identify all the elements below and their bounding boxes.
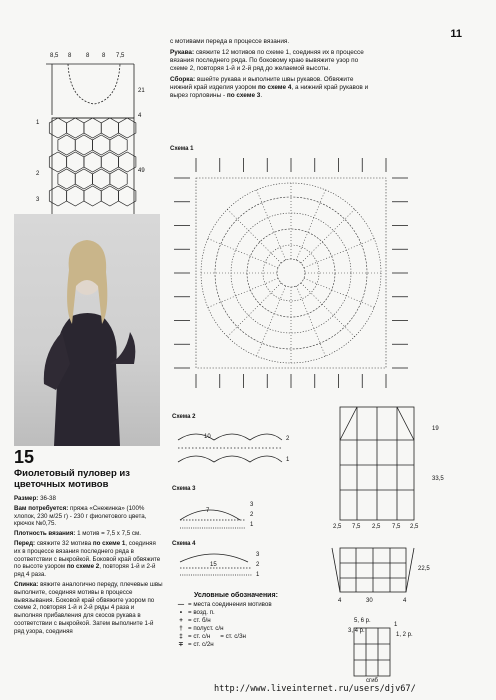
assembly-paragraph: Сборка: вшейте рукава и выполните швы рукавов. Обвяжите нижний край изделия узором по схеме 4, а нижний край рукавов и вырез горловины - по схеме 3. [170, 76, 369, 99]
dim-label: 21 [138, 88, 145, 94]
model-figure [14, 214, 160, 446]
hexagon-motif [119, 118, 136, 138]
front-paragraph: Перед: свяжите 32 мотива по схеме 1, соединяя их в процессе вязания последнего ряда в соответствии с выкройкой. Боковой край обвяжите по высоте узором по схеме 2, повторяя 1-й и 2-й ряд 4 раза. [14, 539, 161, 579]
motif-spoke [304, 278, 374, 307]
motif-spoke [227, 209, 281, 263]
scheme-num: 1 [256, 572, 260, 578]
hexagon-motif [84, 118, 101, 138]
scheme-num: 3 [256, 552, 260, 558]
motif-spoke [227, 283, 281, 337]
dim-label: 3, 4 р. [348, 628, 365, 634]
dim-label: 5, 6 р. [354, 618, 371, 624]
bottom-band-diagram [332, 548, 414, 592]
dim-label: 4 [338, 598, 342, 604]
dim-label: 30 [366, 598, 373, 604]
legend-item: † = полуст. с/н [179, 625, 224, 632]
scheme-num: 1 [250, 522, 254, 528]
dim-label: 19 [432, 426, 439, 432]
side-mark: 3 [36, 197, 40, 203]
size-line: Размер: 36-38 [14, 495, 56, 502]
dim-label: сгиб [366, 678, 378, 684]
scheme-num: 7 [206, 508, 210, 514]
dim-label: 4 [138, 113, 142, 119]
hexagon-motif [93, 169, 110, 189]
dim-label: 1 [394, 622, 398, 628]
hexagon-motif [101, 152, 118, 172]
dim-label: 22,5 [418, 566, 430, 572]
motif-ring [247, 229, 335, 317]
hexagon-motif [84, 152, 101, 172]
scheme2-diagram [178, 434, 282, 462]
legend-item: — = места соединения мотивов [177, 601, 272, 608]
dim-label: 49 [138, 168, 145, 174]
motif-spoke [257, 190, 286, 260]
hexagon-grid [49, 118, 136, 206]
motif-spoke [208, 278, 278, 307]
project-number: 15 [14, 447, 35, 467]
scheme-num: 3 [250, 502, 254, 508]
sleeves-paragraph: Рукава: свяжите 12 мотивов по схеме 1, соединяя их в процессе вязания последнего ряда. По боковому краю вывяжите узор по схеме 2, повторяя 1-й и 2-й ряд до желаемой высоты. [170, 49, 364, 72]
hexagon-motif [58, 169, 75, 189]
project-description [14, 448, 164, 638]
scheme3-label: Схема 3 [172, 486, 196, 492]
back-paragraph: Спинка: вяжите аналогично переду, плечевые швы выполните, соединяя мотивы в процессе вывязывания. Боковой край обвяжите узором по схеме 2, повторяя 1-й и 2-й ряды 4 раза и выполняя прибавления для скосов рукава в соответствии с выкройкой. Затем выполните 1-й ряд узора, соединяя [14, 580, 163, 635]
dim-label: 7,5 [116, 53, 125, 59]
legend-extra: = ст. с/3н [220, 633, 246, 640]
side-mark: 1 [36, 120, 40, 126]
dim-label: 33,5 [432, 476, 444, 482]
legend-title: Условные обозначения: [194, 592, 278, 599]
scheme2-label: Схема 2 [172, 414, 196, 420]
hexagon-motif [119, 186, 136, 206]
hexagon-motif [101, 186, 118, 206]
hexagon-motif [75, 169, 92, 189]
needs-line: Вам потребуется: пряжа «Снежинка» (100% хлопок, 230 м/25 г) - 230 г фиолетового цвета, крючок №0,75. [14, 504, 147, 528]
scheme1-label: Схема 1 [170, 146, 194, 152]
motif-ring [277, 259, 305, 287]
side-mark: 2 [36, 171, 40, 177]
density-line: Плотность вязания: 1 мотив = 7,5 х 7,5 см. [14, 530, 141, 538]
motif-spoke [257, 286, 286, 356]
motif-spoke [301, 283, 355, 337]
sleeve-diagram [340, 407, 414, 520]
motif-spoke [208, 239, 278, 268]
project-title: Фиолетовый пуловер из цветочных мотивов [14, 468, 130, 490]
scheme-num: 2 [256, 562, 260, 568]
source-url[interactable]: http://www.liveinternet.ru/users/djv67/ [214, 684, 416, 694]
dim-label: 8 [86, 53, 90, 59]
dim-label: 7,5 [392, 524, 401, 530]
motif-ring [263, 245, 319, 301]
hexagon-motif [58, 135, 75, 155]
intro-text: с мотивами переда в процессе вязания. [170, 38, 290, 45]
legend-item: ‡ = ст. с/н = ст. с/3н [179, 633, 246, 640]
scheme-num: 15 [210, 562, 217, 568]
scheme-num: 1 [286, 457, 290, 463]
hexagon-motif [84, 186, 101, 206]
dim-label: 2,5 [372, 524, 381, 530]
hexagon-motif [101, 118, 118, 138]
dim-label: 8 [68, 53, 72, 59]
scheme-num: 2 [250, 512, 254, 518]
legend-item: • = возд. п. [179, 609, 215, 616]
page-number: 11 [450, 28, 462, 40]
legend-item: ∓ = ст. с/2н [178, 641, 214, 648]
scheme4-label: Схема 4 [172, 541, 196, 547]
model-photo [14, 214, 160, 446]
scheme-num: 10 [204, 434, 211, 440]
motif-spoke [296, 286, 325, 356]
dim-label: 7,5 [352, 524, 361, 530]
hexagon-motif [67, 186, 84, 206]
dim-label: 2,5 [333, 524, 342, 530]
hexagon-motif [75, 135, 92, 155]
dim-label: 1, 2 р. [396, 632, 413, 638]
dim-label: 4 [403, 598, 407, 604]
motif-spoke [301, 209, 355, 263]
front-pattern-diagram [46, 64, 134, 218]
edge-diagram [354, 628, 390, 676]
motif-spoke [304, 239, 374, 268]
hexagon-motif [110, 169, 127, 189]
legend-item: + = ст. б/н [179, 617, 211, 624]
hexagon-motif [93, 135, 110, 155]
dim-label: 8 [102, 53, 106, 59]
hexagon-motif [110, 135, 127, 155]
scheme-num: 2 [286, 436, 290, 442]
hexagon-motif [119, 152, 136, 172]
scheme3-diagram [180, 510, 245, 528]
dim-label: 2,5 [410, 524, 419, 530]
scheme1-motif [174, 158, 408, 388]
hexagon-motif [67, 152, 84, 172]
symbol-legend [174, 592, 334, 649]
dim-label: 8,5 [50, 53, 59, 59]
hexagon-motif [67, 118, 84, 138]
motif-spoke [296, 190, 325, 260]
